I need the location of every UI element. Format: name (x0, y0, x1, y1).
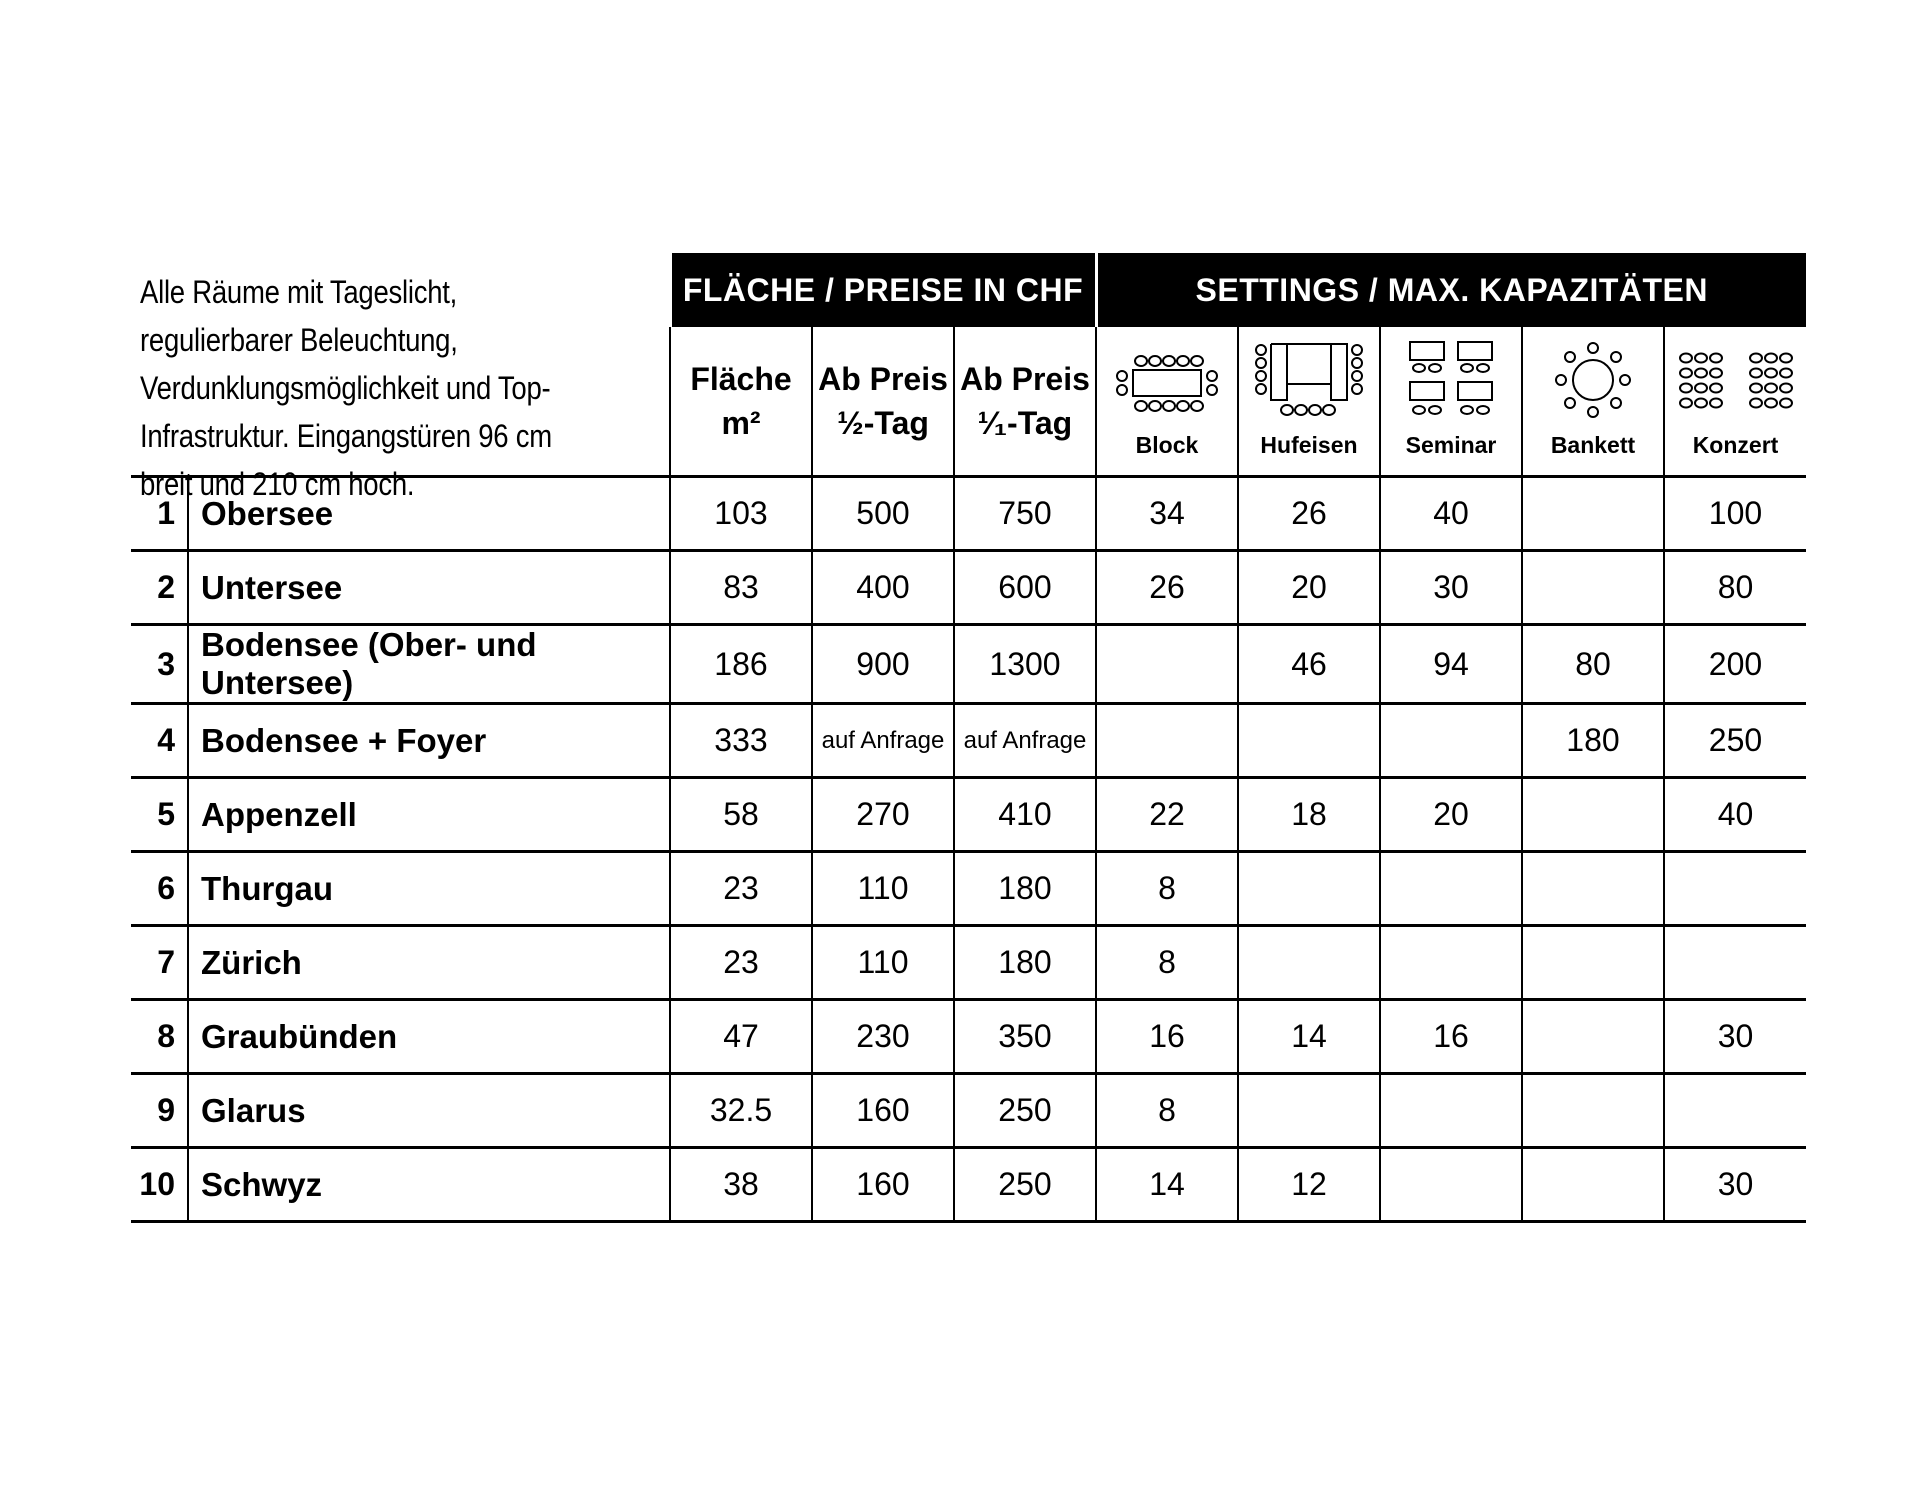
col-header-flaeche (670, 327, 812, 477)
cell-hufeisen: 18 (1238, 778, 1380, 852)
cell-ganztag: auf Anfrage (954, 704, 1096, 778)
cell-seminar: 20 (1380, 778, 1522, 852)
room-number: 4 (131, 704, 188, 778)
cell-seminar: 30 (1380, 551, 1522, 625)
concert-seating-icon (1674, 350, 1798, 420)
room-name: Glarus (188, 1074, 670, 1148)
room-number: 3 (131, 625, 188, 704)
room-number: 6 (131, 852, 188, 926)
cell-block: 8 (1096, 926, 1238, 1000)
room-name: Schwyz (188, 1148, 670, 1222)
cell-halbtag: 160 (812, 1148, 954, 1222)
table-row (131, 1148, 1806, 1222)
cell-hufeisen: 26 (1238, 477, 1380, 551)
col-header-bankett-label: Bankett (1550, 432, 1636, 458)
cell-bankett (1522, 852, 1664, 926)
cell-seminar: 16 (1380, 1000, 1522, 1074)
col-header-halbtag-line2: ½-Tag (837, 405, 929, 441)
cell-flaeche: 23 (670, 852, 812, 926)
col-header-block (1096, 327, 1238, 477)
cell-ganztag: 180 (954, 926, 1096, 1000)
room-name: Thurgau (188, 852, 670, 926)
cell-hufeisen (1238, 926, 1380, 1000)
cell-konzert (1664, 852, 1806, 926)
cell-flaeche: 23 (670, 926, 812, 1000)
room-name: Obersee (188, 477, 670, 551)
col-header-halbtag (812, 327, 954, 477)
banquet-seating-icon (1543, 340, 1643, 420)
cell-block: 14 (1096, 1148, 1238, 1222)
cell-konzert: 250 (1664, 704, 1806, 778)
cell-halbtag: 900 (812, 625, 954, 704)
cell-block (1096, 704, 1238, 778)
cell-halbtag: 110 (812, 852, 954, 926)
cell-bankett: 180 (1522, 704, 1664, 778)
cell-seminar (1380, 704, 1522, 778)
cell-block: 26 (1096, 551, 1238, 625)
cell-seminar (1380, 926, 1522, 1000)
cell-ganztag: 1300 (954, 625, 1096, 704)
cell-flaeche: 333 (670, 704, 812, 778)
rooms-table (131, 253, 1806, 1223)
cell-konzert: 30 (1664, 1000, 1806, 1074)
cell-hufeisen (1238, 1074, 1380, 1148)
cell-halbtag: 270 (812, 778, 954, 852)
cell-ganztag: 180 (954, 852, 1096, 926)
cell-hufeisen (1238, 704, 1380, 778)
block-seating-icon (1107, 348, 1227, 420)
col-header-konzert (1664, 327, 1806, 477)
table-row (131, 926, 1806, 1000)
col-header-block-label: Block (1135, 432, 1199, 458)
cell-ganztag: 250 (954, 1148, 1096, 1222)
cell-konzert (1664, 1074, 1806, 1148)
table-row (131, 1000, 1806, 1074)
cell-konzert (1664, 926, 1806, 1000)
cell-block (1096, 625, 1238, 704)
cell-halbtag: 500 (812, 477, 954, 551)
cell-konzert: 30 (1664, 1148, 1806, 1222)
col-header-ganztag-line2: ¹⁄₁-Tag (977, 405, 1073, 441)
cell-ganztag: 410 (954, 778, 1096, 852)
cell-hufeisen: 12 (1238, 1148, 1380, 1222)
col-header-halbtag-line1: Ab Preis (818, 361, 948, 397)
intro-text: Alle Räume mit Tageslicht, regulierbarer Beleuchtung, Verdunklungsmöglichkeit und Top-Infrastruktur. Eingangstüren 96 cm breit und 210 cm hoch. (140, 274, 552, 502)
cell-flaeche: 38 (670, 1148, 812, 1222)
cell-ganztag: 350 (954, 1000, 1096, 1074)
cell-hufeisen: 20 (1238, 551, 1380, 625)
cell-hufeisen: 14 (1238, 1000, 1380, 1074)
cell-bankett (1522, 477, 1664, 551)
table-row (131, 852, 1806, 926)
cell-halbtag: 400 (812, 551, 954, 625)
cell-bankett (1522, 778, 1664, 852)
cell-ganztag: 600 (954, 551, 1096, 625)
room-number: 2 (131, 551, 188, 625)
table-row (131, 477, 1806, 551)
cell-flaeche: 103 (670, 477, 812, 551)
room-number: 8 (131, 1000, 188, 1074)
table-row (131, 1074, 1806, 1148)
cell-seminar (1380, 852, 1522, 926)
col-header-flaeche-line2: m² (721, 405, 761, 441)
table-row (131, 704, 1806, 778)
room-number: 10 (131, 1148, 188, 1222)
cell-bankett: 80 (1522, 625, 1664, 704)
col-header-seminar-label: Seminar (1405, 432, 1497, 458)
cell-flaeche: 186 (670, 625, 812, 704)
room-number: 5 (131, 778, 188, 852)
room-number: 1 (131, 477, 188, 551)
cell-block: 8 (1096, 852, 1238, 926)
table-row (131, 625, 1806, 704)
cell-konzert: 200 (1664, 625, 1806, 704)
cell-bankett (1522, 1148, 1664, 1222)
cell-block: 22 (1096, 778, 1238, 852)
cell-hufeisen (1238, 852, 1380, 926)
cell-konzert: 80 (1664, 551, 1806, 625)
header-spacer-2 (131, 327, 670, 477)
cell-bankett (1522, 926, 1664, 1000)
col-header-hufeisen (1238, 327, 1380, 477)
cell-ganztag: 250 (954, 1074, 1096, 1148)
cell-block: 8 (1096, 1074, 1238, 1148)
cell-seminar: 94 (1380, 625, 1522, 704)
cell-ganztag: 750 (954, 477, 1096, 551)
col-header-ganztag-line1: Ab Preis (960, 361, 1090, 397)
cell-konzert: 40 (1664, 778, 1806, 852)
cell-bankett (1522, 1000, 1664, 1074)
cell-konzert: 100 (1664, 477, 1806, 551)
room-name: Appenzell (188, 778, 670, 852)
group-header-settings: SETTINGS / MAX. KAPAZITÄTEN (1096, 253, 1806, 327)
room-number: 9 (131, 1074, 188, 1148)
cell-flaeche: 47 (670, 1000, 812, 1074)
room-name: Untersee (188, 551, 670, 625)
col-header-flaeche-line1: Fläche (690, 361, 792, 397)
col-header-konzert-label: Konzert (1692, 432, 1779, 458)
cell-flaeche: 58 (670, 778, 812, 852)
cell-flaeche: 83 (670, 551, 812, 625)
cell-seminar: 40 (1380, 477, 1522, 551)
cell-bankett (1522, 551, 1664, 625)
table-row (131, 778, 1806, 852)
room-name: Graubünden (188, 1000, 670, 1074)
cell-seminar (1380, 1074, 1522, 1148)
room-name: Bodensee + Foyer (188, 704, 670, 778)
header-spacer (131, 253, 670, 327)
cell-bankett (1522, 1074, 1664, 1148)
col-header-bankett (1522, 327, 1664, 477)
group-header-flaeche-preise: FLÄCHE / PREISE IN CHF (670, 253, 1096, 327)
table-row (131, 551, 1806, 625)
cell-seminar (1380, 1148, 1522, 1222)
cell-halbtag: auf Anfrage (812, 704, 954, 778)
room-name: Bodensee (Ober- und Untersee) (188, 625, 670, 704)
horseshoe-seating-icon (1249, 340, 1369, 420)
cell-block: 34 (1096, 477, 1238, 551)
cell-halbtag: 230 (812, 1000, 954, 1074)
room-name: Zürich (188, 926, 670, 1000)
room-number: 7 (131, 926, 188, 1000)
cell-block: 16 (1096, 1000, 1238, 1074)
cell-hufeisen: 46 (1238, 625, 1380, 704)
cell-halbtag: 160 (812, 1074, 954, 1148)
cell-halbtag: 110 (812, 926, 954, 1000)
col-header-hufeisen-label: Hufeisen (1260, 432, 1358, 458)
col-header-ganztag (954, 327, 1096, 477)
col-header-seminar (1380, 327, 1522, 477)
cell-flaeche: 32.5 (670, 1074, 812, 1148)
seminar-seating-icon (1396, 340, 1506, 420)
